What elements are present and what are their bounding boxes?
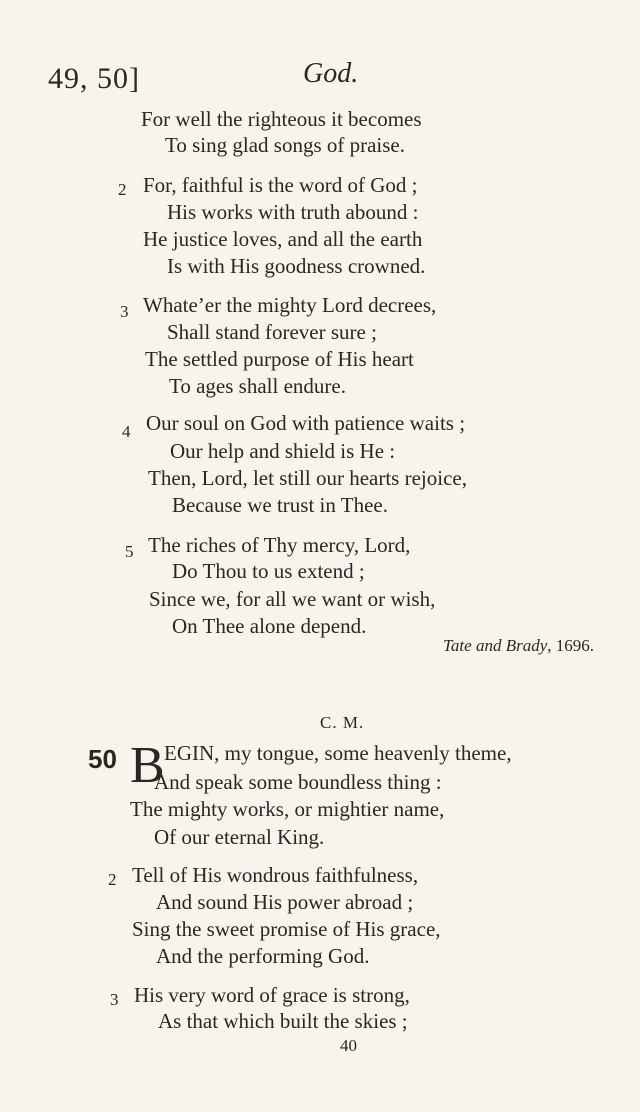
verse-line: His works with truth abound :	[167, 200, 419, 224]
verse-line: Shall stand forever sure ;	[167, 320, 377, 344]
verse-line: His very word of grace is strong,	[134, 983, 410, 1007]
verse-line: The riches of Thy mercy, Lord,	[148, 533, 411, 557]
hymn-number: 50	[88, 744, 117, 774]
verse-line: To ages shall endure.	[169, 374, 346, 398]
verse-line: On Thee alone depend.	[172, 614, 367, 638]
verse-line: The settled purpose of His heart	[145, 347, 414, 371]
stanza-number: 3	[120, 302, 129, 321]
verse-line: EGIN, my tongue, some heavenly theme,	[164, 741, 512, 765]
verse-line: The mighty works, or mightier name,	[130, 797, 445, 821]
verse-line: Is with His goodness crowned.	[167, 254, 426, 278]
verse-line: For well the righteous it becomes	[141, 107, 422, 131]
verse-line: Our help and shield is He :	[170, 439, 396, 463]
verse-line: Then, Lord, let still our hearts rejoice,	[148, 466, 467, 490]
verse-line: Tell of His wondrous faithfulness,	[132, 863, 419, 887]
verse-line: And speak some boundless thing :	[154, 770, 442, 794]
stanza-number: 2	[108, 870, 117, 889]
stanza-number: 3	[110, 990, 119, 1009]
verse-line: To sing glad songs of praise.	[165, 133, 406, 157]
verse-line: Because we trust in Thee.	[172, 493, 388, 517]
drop-cap: B	[130, 737, 165, 794]
verse-line: As that which built the skies ;	[158, 1009, 408, 1033]
meter-label: C. M.	[320, 713, 365, 732]
verse-line: Our soul on God with patience waits ;	[146, 411, 466, 435]
header-hymn-numbers: 49, 50]	[48, 62, 140, 95]
stanza-number: 2	[118, 180, 127, 199]
verse-line: Of our eternal King.	[154, 825, 325, 849]
verse-line: Do Thou to us extend ;	[172, 559, 365, 583]
verse-line: Since we, for all we want or wish,	[149, 587, 436, 611]
verse-line: And sound His power abroad ;	[156, 890, 414, 914]
verse-line: Sing the sweet promise of His grace,	[132, 917, 441, 941]
page-number: 40	[340, 1036, 357, 1055]
verse-line: Whate’er the mighty Lord decrees,	[143, 293, 437, 317]
verse-line: He justice loves, and all the earth	[143, 227, 423, 251]
stanza-number: 5	[125, 542, 134, 561]
verse-line: And the performing God.	[156, 944, 370, 968]
attribution-authors: Tate and Brady	[443, 636, 548, 655]
attribution-year: , 1696.	[547, 636, 594, 655]
attribution	[443, 636, 594, 656]
stanza-number: 4	[122, 422, 131, 441]
section-title: God.	[303, 58, 359, 89]
verse-line: For, faithful is the word of God ;	[143, 173, 418, 197]
